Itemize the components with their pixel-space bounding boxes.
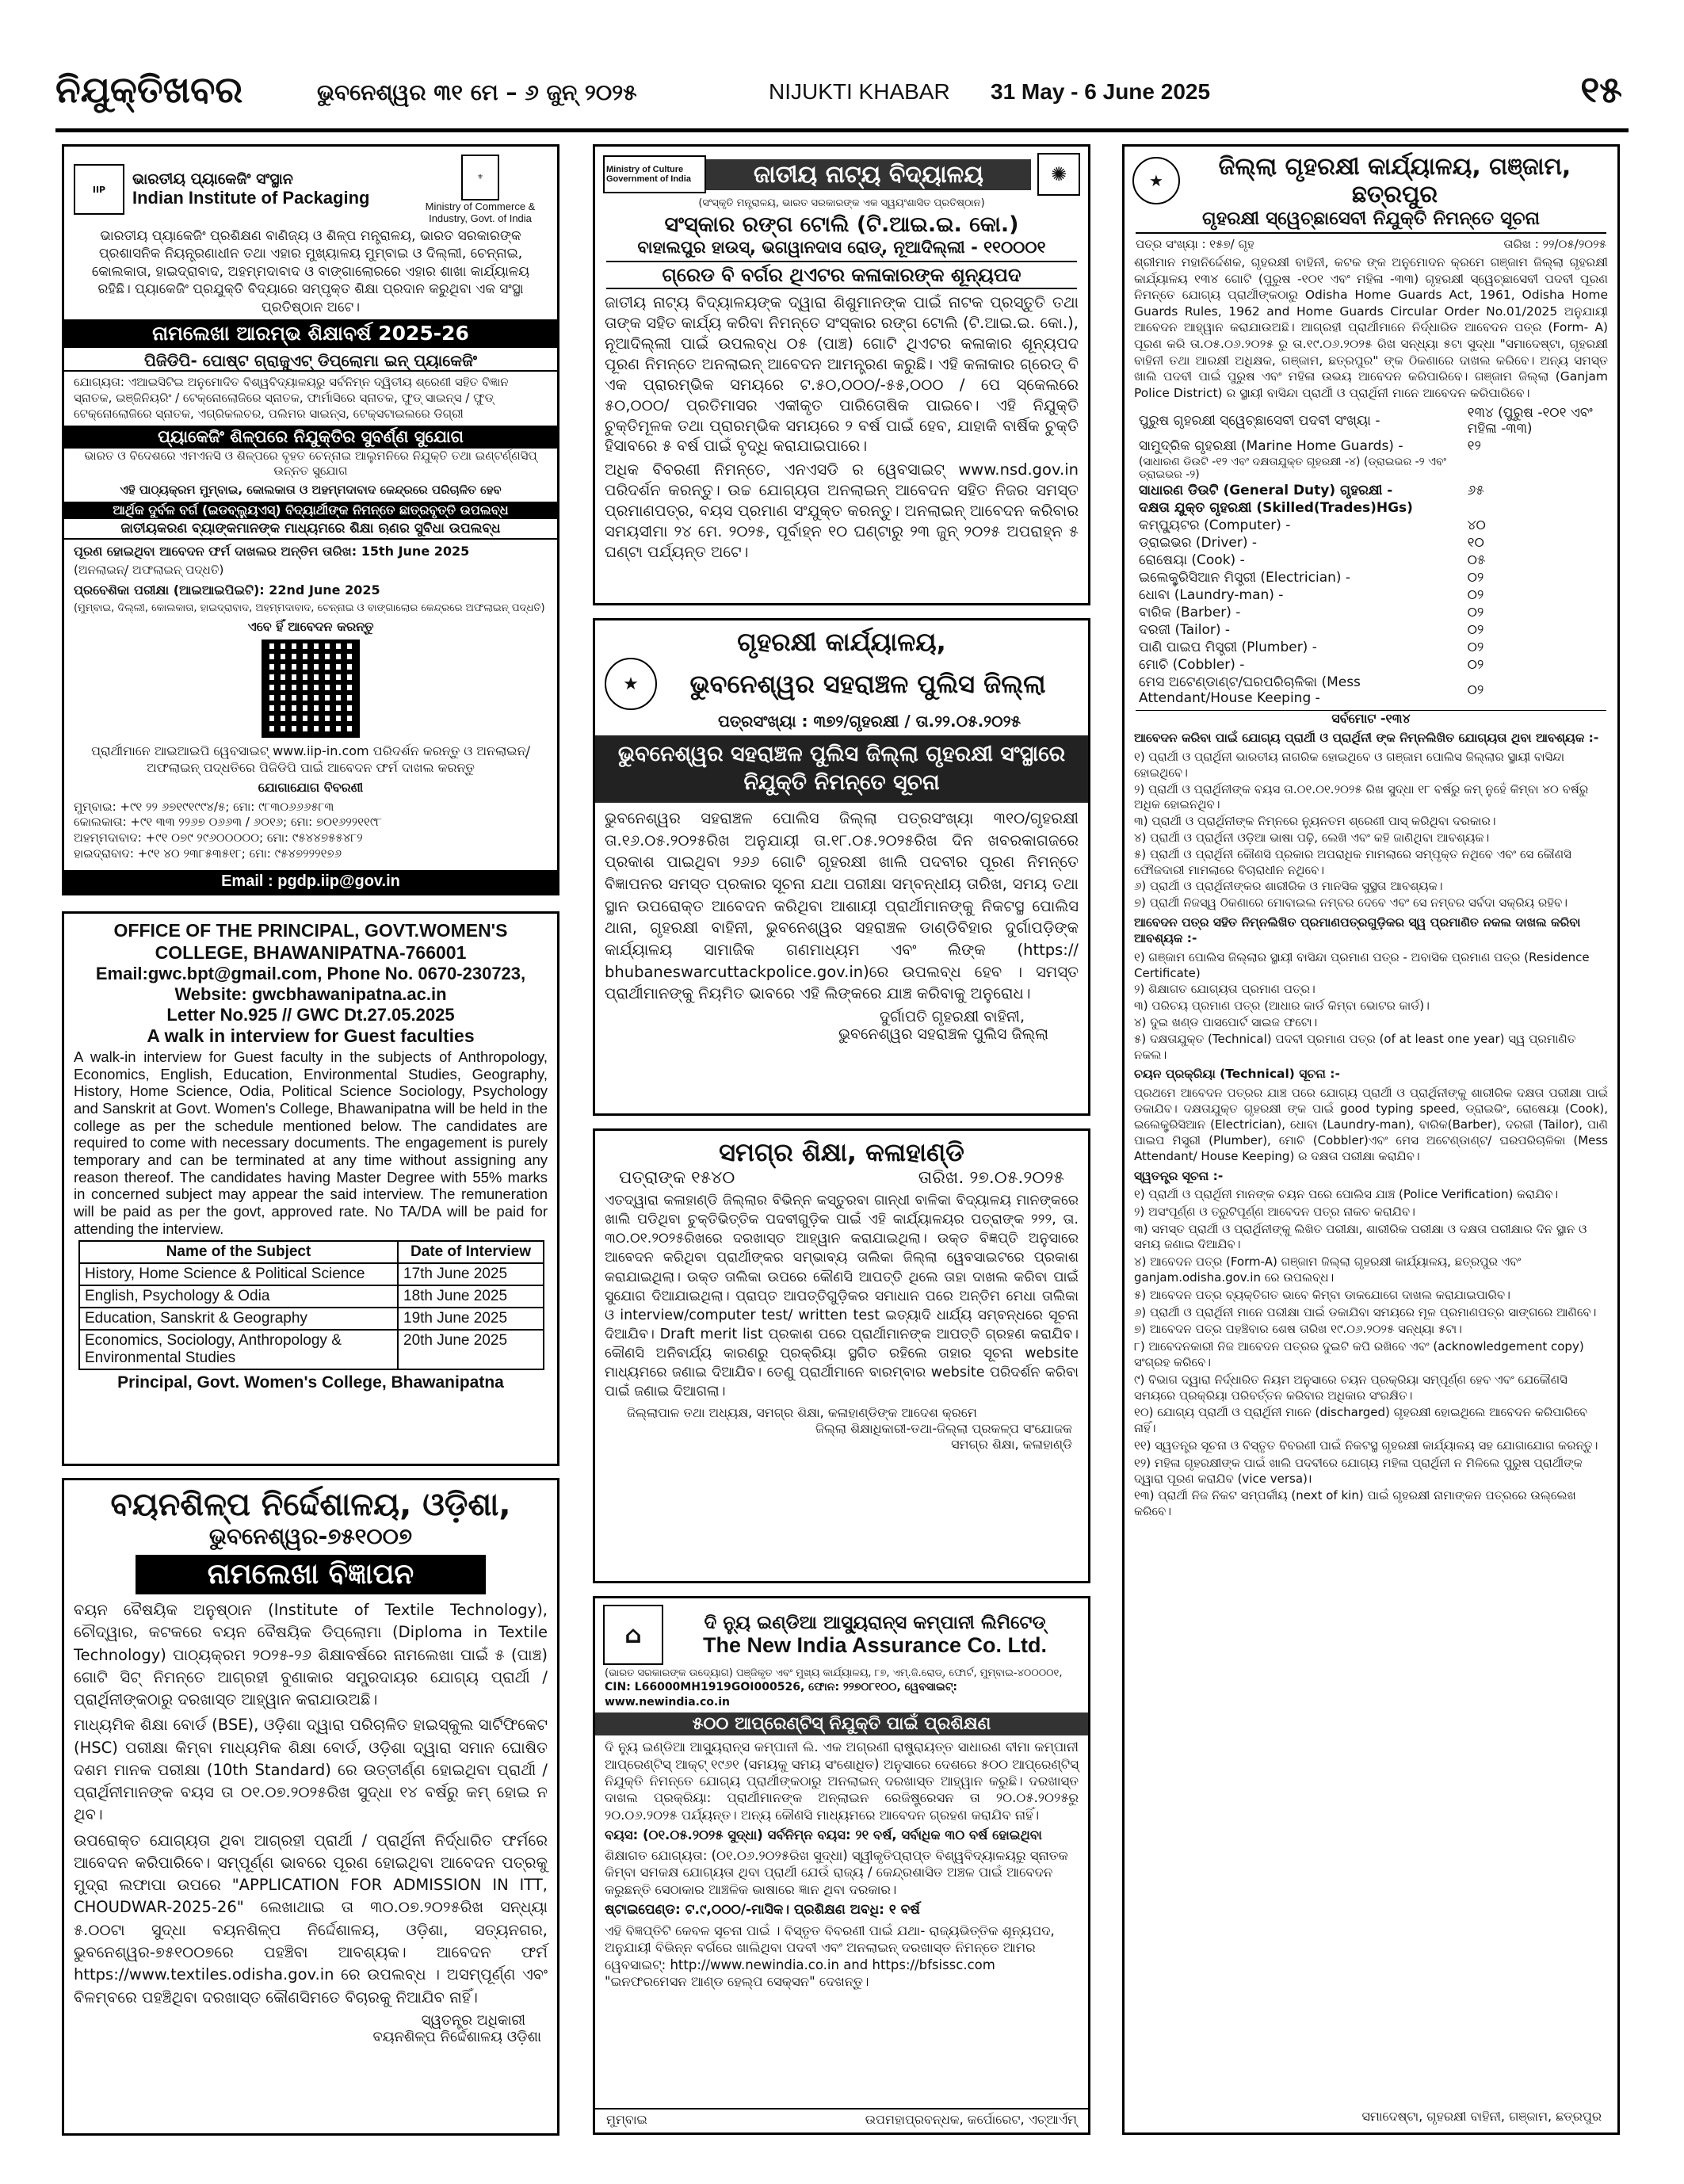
vacancy-post: ସାମୁଦ୍ରିକ ଗୃହରକ୍ଷୀ (Marine Home Guards) - — [1139, 438, 1403, 455]
nsd-subtitle: (ସଂସ୍କୃତି ମନ୍ତ୍ରାଳୟ, ଭାରତ ସରକାରଙ୍କ ଏକ ସ୍ୱୟଂଶାସିତ ପ୍ରତିଷ୍ଠାନ) — [698, 197, 985, 209]
textile-admission-advertisement — [62, 1478, 559, 2136]
ganjam-title: ଜିଲ୍ଲା ଗୃହରକ୍ଷୀ କାର୍ଯ୍ୟାଳୟ, ଗଞ୍ଜାମ, ଛତ୍ରପୁର — [1218, 153, 1571, 208]
table-cell-date: 18th June 2025 — [398, 1285, 544, 1308]
ganjam-eligibility-item: ୧) ପ୍ରାର୍ଥୀ ଓ ପ୍ରାର୍ଥିନୀ ଭାରତୀୟ ନାଗରିକ ହୋଇଥିବେ ଓ ଗଞ୍ଜାମ ପୋଲିସ ଜିଲ୍ଲାର ସ୍ଥାୟୀ ବାସିନ୍ଦା ହୋଇଥିବେ। — [1134, 749, 1565, 780]
vacancy-count: ୦୨ — [1467, 622, 1484, 639]
vacancy-count — [1464, 499, 1611, 517]
nia-title-english: The New India Assurance Co. Ltd. — [702, 1632, 1048, 1657]
ganjam-document-item: ୩) ପରିଚୟ ପ୍ରମାଣ ପତ୍ର (ଆଧାର କାର୍ଡ କିମ୍ବା ଭୋଟର କାର୍ଡ)। — [1134, 998, 1430, 1014]
ganjam-eligibility-item: ୬) ପ୍ରାର୍ଥୀ ଓ ପ୍ରାର୍ଥିନୀଙ୍କର ଶାରୀରିକ ଓ ମାନସିକ ସୁସ୍ଥତା ଆବଶ୍ୟକ। — [1134, 879, 1443, 894]
emblem-icon: ⚜ — [461, 155, 499, 200]
iip-contact-hyderabad: ହାଇଦ୍ରାବାଦ: +୯୧ ୪୦ ୨୩୮୫୩୫୧୮; ମୋ: ୯୫୪୭୨୨୨୧୭୬ — [74, 846, 342, 861]
iip-placement-banner: ପ୍ୟାକେଜିଂ ଶିଳ୍ପରେ ନିଯୁକ୍ତିର ସୁବର୍ଣ୍ଣ ସୁଯୋଗ — [64, 426, 557, 449]
vacancy-count: ୬୫ — [1467, 483, 1484, 499]
iip-org-odia: ଭାରତୀୟ ପ୍ୟାକେଜିଂ ସଂସ୍ଥାନ — [132, 170, 293, 188]
nia-stipend: ଷ୍ଟାଇପେଣ୍ଡ: ଟ.୯,୦୦୦/-ମାସିକ। ପ୍ରଶିକ୍ଷଣ ଅବଧି: ୧ ବର୍ଷ — [605, 1902, 920, 1919]
iip-mode: (ଅନଲାଇନ୍/ ଅଫଲାଇନ୍ ପଦ୍ଧତି) — [74, 563, 224, 578]
ganjam-document-item: ୪) ଦୁଇ ଖଣ୍ଡ ପାସପୋର୍ଟ ସାଇଜ ଫଟୋ। — [1134, 1015, 1318, 1029]
vacancy-row — [1136, 517, 1611, 534]
table-cell-date: 20th June 2025 — [398, 1330, 544, 1369]
vacancy-count: ୦୨ — [1467, 605, 1484, 621]
iip-ministry: Ministry of Commerce & Industry, Govt. of India — [425, 200, 536, 224]
college-title: OFFICE OF THE PRINCIPAL, GOVT.WOMEN'S COLLEGE, BHAWANIPATNA-766001 — [113, 920, 508, 963]
iip-email[interactable]: Email : pgdp.iip@gov.in — [64, 870, 557, 893]
new-india-logo-icon: ⌂ — [603, 1605, 663, 1665]
vacancy-post: ବାରିକ (Barber) - — [1139, 605, 1241, 621]
textile-sign-office: ବୟନଶିଳ୍ପ ନିର୍ଦ୍ଦେଶାଳୟ ଓଡ଼ିଶା — [372, 2028, 541, 2045]
vacancy-row — [1136, 534, 1611, 552]
nsd-logo-icon: ✺ — [1037, 153, 1080, 196]
samagra-sign-2: ଜିଲ୍ଲା ଶିକ୍ଷାଧିକାରୀ-ତଥା-ଜିଲ୍ଲା ପ୍ରକଳ୍ପ ସଂଯୋଜକ — [815, 1420, 1072, 1436]
vacancy-post: ଦରଜୀ (Tailor) - — [1139, 622, 1231, 639]
iip-scholarship-banner: ଆର୍ଥିକ ଦୁର୍ବଳ ବର୍ଗ (ଇଡବ୍ଲ୍ୟୁଏସ୍) ବିଦ୍ୟାର୍ଥୀଙ୍କ ନିମନ୍ତେ ଛାତ୍ରବୃତ୍ତି ଉପଲବ୍ଧ — [64, 502, 557, 519]
iip-note-centers: ଏହି ପାଠ୍ୟକ୍ରମ ମୁମ୍ବାଇ, କୋଲକାତା ଓ ଅହମ୍ମଦାବାଦ କେନ୍ଦ୍ରରେ ପରିଚାଳିତ ହେବ — [120, 483, 502, 498]
vacancy-count: ୪୦ — [1467, 517, 1486, 534]
college-email-phone[interactable]: Email:gwc.bpt@gmail.com, Phone No. 0670-230723, — [95, 964, 526, 984]
vacancy-count: ୦୨ — [1467, 682, 1484, 699]
ganjam-note-item: ୪) ଆବେଦନ ପତ୍ର (Form-A) ଗଞ୍ଜାମ ଜିଲ୍ଲା ଗୃହରକ୍ଷୀ କାର୍ଯ୍ୟାଳୟ, ଛତ୍ରପୁର ଏବଂ ganjam.odisha.gov.in ରେ ଉପଲବ୍ଧ। — [1134, 1254, 1522, 1285]
ganjam-note-item: ୨) ଅସଂପୂର୍ଣ୍ଣ ଓ ତ୍ରୁଟିପୂର୍ଣ୍ଣ ଆବେଦନ ପତ୍ର ନାକଚ କରାଯିବ। — [1134, 1204, 1415, 1219]
ganjam-note-item: ୭) ଆବେଦନ ପତ୍ର ପହଞ୍ଚିବାର ଶେଷ ତାରିଖ ୧୯.୦୬.୨୦୨୫ ସନ୍ଧ୍ୟା ୫ଟା। — [1134, 1322, 1462, 1337]
vacancy-count: ୧୩୪ (ପୁରୁଷ -୧୦୧ ଏବଂ ମହିଳା -୩୩) — [1467, 405, 1593, 437]
ganjam-document-item: ୨) ଶିକ୍ଷାଗତ ଯୋଗ୍ୟତା ପ୍ରମାଣ ପତ୍ର। — [1134, 982, 1316, 997]
iip-admission-banner: ନାମଲେଖା ଆରମ୍ଭ ଶିକ୍ଷାବର୍ଷ 2025-26 — [64, 319, 557, 348]
police-emblem-icon: ★ — [605, 658, 657, 710]
vacancy-count: ୦୨ — [1467, 640, 1484, 656]
table-row — [79, 1263, 544, 1285]
nsd-body: ଜାତୀୟ ନାଟ୍ୟ ବିଦ୍ୟାଳୟଙ୍କ ଦ୍ୱାରା ଶିଶୁମାନଙ୍କ ପାଇଁ ନାଟକ ପ୍ରସ୍ତୁତି ତଥା ତାଙ୍କ ସହିତ କାର୍ଯ୍ୟ କରିବା ନିମନ୍ତେ ସଂସ୍କାର ରଙ୍ଗ ଟୋଲି (ଟି.ଆଇ.ଇ. କୋ.), ନୂଆଦିଲ୍ଲୀ ପାଇଁ ଉପଲବ୍ଧ ୦୫ (ପାଞ୍ଚ) ଗୋଟି ଥିଏଟର କଳାକାର ଶୂନ୍ୟପଦ ପୂରଣ ନିମନ୍ତେ ଅନଲାଇନ୍ ଆବେଦନ ଆମନ୍ତ୍ରଣ କରୁଛି। ଏହି କଳାକାର ଗ୍ରେଡ୍ ବି ଏକ ପ୍ରାରମ୍ଭିକ ସମୟରେ ଟ.୫୦,୦୦୦/-୫୫,୦୦୦ / ପେ ସ୍କେଲରେ ୫୦,୦୦୦/ ପ୍ରତିମାସର ଏକୀକୃତ ପାରିତୋଷିକ ପାଇବେ। ଏହି ନିଯୁକ୍ତି ଚୁକ୍ତିମୂଳକ ତଥା ପ୍ରାରମ୍ଭିକ ସମୟରେ ୨ ବର୍ଷ ପାଇଁ ହେବ, ଯାହାକି ବାର୍ଷିକ ଚୁକ୍ତି ହିସାବରେ ୫ ବର୍ଷ ପାଇଁ ବୃଦ୍ଧି କରାଯାଇପାରେ। — [605, 293, 1079, 456]
iip-eligibility: ଯୋଗ୍ୟତା: ଏଆଇସିଟିଇ ଅନୁମୋଦିତ ବିଶ୍ୱବିଦ୍ୟାଳୟରୁ ସର୍ବନିମ୍ନ ଦ୍ୱିତୀୟ ଶ୍ରେଣୀ ସହିତ ବିଜ୍ଞାନ ସ୍ନାତକ, ଇଞ୍ଜିନିୟରିଂ / ଟେକ୍ନୋଲୋଜିରେ ସ୍ନାତକ, ଫାର୍ମାସିରେ ସ୍ନାତକ, ଫୁଡ୍ ସାଇନ୍ସ / ଫୁଡ୍ ଟେକ୍ନୋଲୋଜିରେ ସ୍ନାତକ, ଏଗ୍ରିକଲଚର, ପଲିମର ସାଇନ୍ସ, ଟେକ୍ସଟାଇଲରେ ଡିଗ୍ରୀ — [74, 375, 509, 421]
vacancy-post: ମେସ ଅଟେଣ୍ଡାଣ୍ଟ/ଘରପରିଚାଳିକା (Mess Attendant/House Keeping - — [1139, 674, 1361, 707]
vacancy-row — [1136, 437, 1611, 455]
homeguard-emblem-icon: ★ — [1132, 157, 1180, 204]
nia-qualification: ଶିକ୍ଷାଗତ ଯୋଗ୍ୟତା: (୦୧.୦୬.୨୦୨୫ରିଖ ସୁଦ୍ଧା) ସ୍ୱୀକୃତିପ୍ରାପ୍ତ ବିଶ୍ୱବିଦ୍ୟାଳୟରୁ ସ୍ନାତକ କିମ୍ବା ସମକକ୍ଷ ଯୋଗ୍ୟତା ଥିବା ପ୍ରାର୍ଥୀ ଯେଉଁ ରାଜ୍ୟ / କେନ୍ଦ୍ରଶାସିତ ଅଞ୍ଚଳ ପାଇଁ ଆବେଦନ କରୁଛନ୍ତି ସେଠାକାର ଆଞ୍ଚଳିକ ଭାଷାରେ ଜ୍ଞାନ ଥିବା ଦରକାର। — [605, 1848, 1068, 1897]
iip-website-note: ପ୍ରାର୍ଥୀମାନେ ଆଇଆଇପି ୱେବସାଇଟ୍ www.iip-in.com ପରିଦର୍ଶନ କରନ୍ତୁ ଓ ଅନଲାଇନ୍/ ଅଫଲାଇନ୍ ପଦ୍ଧତିରେ ପିଜିଡିପି ପାଇଁ ଆବେଦନ ଫର୍ମ ଦାଖଲ କରନ୍ତୁ — [90, 743, 531, 776]
vacancy-count: ୧୦ — [1467, 535, 1484, 552]
ganjam-note-item: ୧୧) ସ୍ୱତନ୍ତ୍ର ସୂଚନା ଓ ବିସ୍ତୃତ ବିବରଣୀ ପାଇଁ ନିକଟସ୍ଥ ଗୃହରକ୍ଷୀ କାର୍ଯ୍ୟାଳୟ ସହ ଯୋଗାଯୋଗ କରନ୍ତୁ। — [1134, 1438, 1598, 1453]
ganjam-document-item: ୫) ଦକ୍ଷତାଯୁକ୍ତ (Technical) ପଦବୀ ପ୍ରମାଣ ପତ୍ର (of at least one year) ସ୍ୱ ପ୍ରମାଣିତ ନକଲ। — [1134, 1031, 1576, 1062]
ganjam-note-item: ୬) ପ୍ରାର୍ଥୀ ଓ ପ୍ରାର୍ଥିନୀ ମାନେ ପରୀକ୍ଷା ପାଇଁ ଡକାଯିବା ସମୟରେ ମୂଳ ପ୍ରମାଣପତ୍ର ସାଙ୍ଗରେ ଆଣିବେ। — [1134, 1304, 1597, 1319]
masthead — [55, 65, 1629, 132]
textile-para-3: ଉପରୋକ୍ତ ଯୋଗ୍ୟତା ଥିବା ଆଗ୍ରହୀ ପ୍ରାର୍ଥୀ / ପ୍ରାର୍ଥିନୀ ନିର୍ଦ୍ଧାରିତ ଫର୍ମରେ ଆବେଦନ କରିପାରିବେ। ସମ୍ପୂର୍ଣ୍ଣ ଭାବରେ ପୂରଣ ହୋଇଥିବା ଆବେଦନ ପତ୍ରକୁ ମୁଦ୍ରା ଲଫାପା ଉପରେ "APPLICATION FOR ADMISSION IN ITT, CHOUDWAR-2025-26" ଲେଖାଥାଇ ତା ୩୦.୦୭.୨୦୨୫ରିଖ ସନ୍ଧ୍ୟା ୫.୦୦ଟା ସୁଦ୍ଧା ବୟନଶିଳ୍ପ ନିର୍ଦ୍ଦେଶାଳୟ, ଓଡ଼ିଶା, ସତ୍ୟନଗର, ଭୁବନେଶ୍ୱର-୭୫୧୦୦୭ରେ ପହଞ୍ଚିବା ଆବଶ୍ୟକ। ଆବେଦନ ଫର୍ମ https://www.textiles.odisha.gov.in ରେ ଉପଲବ୍ଧ । ଅସମ୍ପୂର୍ଣ୍ଣ ଏବଂ ବିଳମ୍ବରେ ପହଞ୍ଚିଥିବା ଦରଖାସ୍ତ କୌଣସିମତେ ବିଚାରକୁ ନିଆଯିବ ନାହିଁ। — [74, 1831, 548, 2006]
ganjam-homeguard-advertisement — [1122, 144, 1620, 2135]
samagra-sign-3: ସମଗ୍ର ଶିକ୍ଷା, କଳାହାଣ୍ଡି — [951, 1436, 1072, 1452]
table-header-row — [79, 1241, 544, 1263]
iip-last-date: ପୂରଣ ହୋଇଥିବା ଆବେଦନ ଫର୍ମ ଦାଖଲର ଅନ୍ତିମ ତାରିଖ: 15th June 2025 — [74, 543, 470, 559]
table-cell-date: 19th June 2025 — [398, 1308, 544, 1330]
qr-code-icon[interactable] — [262, 640, 360, 738]
nia-footer-place: ମୁମ୍ବାଇ — [606, 2112, 647, 2127]
table-cell-subject: History, Home Science & Political Science — [79, 1263, 398, 1285]
iip-contact-kolkata: କୋଲକାତା: +୯୧ ୩୩ ୨୨୬୭ ୦୬୬୩ / ୬୦୧୬; ମୋ: ୭୦୧୬୨୨୧୧୯୮ — [74, 815, 383, 830]
table-row — [79, 1285, 544, 1308]
samagra-ref-date: ତାରିଖ. ୨୭.୦୫.୨୦୨୫ — [918, 1168, 1064, 1188]
vacancy-row — [1136, 569, 1611, 586]
textile-sign-officer: ସ୍ୱତନ୍ତ୍ର ଅଧିକାରୀ — [421, 2011, 525, 2029]
vacancy-count: ୦୫ — [1467, 552, 1486, 569]
college-headline: A walk in interview for Guest faculties — [147, 1025, 475, 1047]
nia-title-odia: ଦି ନ୍ୟୁ ଇଣ୍ଡିଆ ଆସ୍ୟୁରାନ୍ସ କମ୍ପାନୀ ଲିମିଟେଡ୍ — [704, 1612, 1046, 1633]
vacancy-count: ୦୨ — [1467, 587, 1484, 604]
iip-note-mnc: ଭାରତ ଓ ବିଦେଶରେ ଏମଏନସି ଓ ଶିଳ୍ପରେ ବୃହତ ଚେନ୍ନାଇ ଆଲୁମନିରେ ନିଯୁକ୍ତି ତଥା ଇଣ୍ଟର୍ଣ୍ଣସିପ୍ ଉନ୍ନତ ସୁଯୋଗ — [84, 448, 537, 479]
ganjam-note-item: ୮) ଆବେଦନକାରୀ ନିଜ ଆବେଦନ ପତ୍ରର ଦୁଇଟି କପି ରଖିବେ ଏବଂ (acknowledgement copy) ସଂଗ୍ରହ କରିବେ। — [1134, 1339, 1584, 1369]
vacancy-count: ୦୨ — [1467, 657, 1484, 674]
ganjam-signature: ସମାଦେଷ୍ଟା, ଗୃହରକ୍ଷୀ ବାହିନୀ, ଗଞ୍ଜାମ, ଛତ୍ରପୁର — [1361, 2109, 1602, 2124]
homeguard-bbsr-title-2: ଭୁବନେଶ୍ୱର ସହରାଞ୍ଚଳ ପୁଲିସ ଜିଲ୍ଲା — [689, 668, 1046, 699]
ganjam-selection-process: ପ୍ରଥମେ ଆବେଦନ ପତ୍ରର ଯାଞ୍ଚ ପରେ ଯୋଗ୍ୟ ପ୍ରାର୍ଥୀ ଓ ପ୍ରାର୍ଥିନୀଙ୍କୁ ଶାରୀରିକ ଦକ୍ଷତା ପରୀକ୍ଷା ପାଇଁ ଡକାଯିବ। ଦକ୍ଷତାଯୁକ୍ତ ଗୃହରକ୍ଷୀ ଙ୍କ ପାଇଁ good typing speed, ଡ୍ରାଇଭିଂ, ରୋଷେୟା (Cook), ଇଲେକ୍ଟ୍ରିସିଆନ (Electrician), ଧୋବା (Laundry-man), ବାରିକ(Barber), ଦରଜୀ (Tailor), ପାଣି ପାଇପ ମିସ୍ତ୍ରୀ (Plumber), ମୋଚି (Cobbler)ଏବଂ ମେସ ଅଟେଣ୍ଡାଣ୍ଟ/ ଘରପରିଚାଳିକା (Mess Attendant/ House Keeping) ର ଦକ୍ଷତା ପରୀକ୍ଷା କରାଯିବ। — [1134, 1085, 1608, 1163]
ganjam-ref-date: ତାରିଖ : ୨୨/୦୫/୨୦୨୫ — [1503, 237, 1606, 251]
vacancy-post: (ସାଧାରଣ ଡିଉଟି -୧୨ ଏବଂ ଦକ୍ଷତାଯୁକ୍ତ ଗୃହରକ୍ଷୀ -୪) (ଡ୍ରାଇଭର -୨ ଏବଂ ଡ୍ରାଇଭର -୨) — [1139, 456, 1447, 482]
nsd-address: ବାହାଲପୁର ହାଉସ୍, ଭଗୱାନଦାସ ରୋଡ୍, ନୂଆଦିଲ୍ଲୀ - ୧୧୦୦୦୧ — [637, 238, 1046, 257]
textile-para-2: ମାଧ୍ୟମିକ ଶିକ୍ଷା ବୋର୍ଡ (BSE), ଓଡ଼ିଶା ଦ୍ୱାରା ପରିଚାଳିତ ହାଇସ୍କୁଲ ସାର୍ଟିଫିକେଟ (HSC) ପରୀକ୍ଷା କିମ୍ବା ମାଧ୍ୟମିକ ଶିକ୍ଷା ବୋର୍ଡ, ଓଡ଼ିଶା ଦ୍ୱାରା ସମାନ ଘୋଷିତ ଦଶମ ମାନକ ପରୀକ୍ଷା (10th Standard) ରେ ଉତ୍ତୀର୍ଣ୍ଣ ହୋଇଥିବା ପ୍ରାର୍ଥୀ / ପ୍ରାର୍ଥିନୀମାନଙ୍କ ବୟସ ତା ୦୧.୦୭.୨୦୨୫ରିଖ ସୁଦ୍ଧା ୧୪ ବର୍ଷରୁ କମ୍ ହୋଇ ନ ଥିବ। — [74, 1716, 548, 1824]
vacancy-row — [1136, 621, 1611, 639]
textile-title: ବୟନଶିଳ୍ପ ନିର୍ଦ୍ଦେଶାଳୟ, ଓଡ଼ିଶା, — [110, 1487, 511, 1523]
vacancy-row — [1136, 404, 1611, 437]
samagra-sign-1: ଜିଲ୍ଲାପାଳ ତଥା ଅଧ୍ୟକ୍ଷ, ସମଗ୍ର ଶିକ୍ଷା, କଳାହାଣ୍ଡିଙ୍କ ଆଦେଶ କ୍ରମେ — [627, 1404, 977, 1420]
new-india-assurance-advertisement — [593, 1596, 1090, 2135]
vacancy-row — [1136, 639, 1611, 656]
nia-body: ଦି ନ୍ୟୁ ଇଣ୍ଡିଆ ଆସ୍ୟୁରାନ୍ସ କମ୍ପାନୀ ଲି. ଏକ ଅଗ୍ରଣୀ ରାଷ୍ଟ୍ରାୟତ୍ତ ସାଧାରଣ ବୀମା କମ୍ପାନୀ ଆପ୍ରେଣ୍ଟିସ୍ ଆକ୍ଟ୍ ୧୯୬୧ (ସମୟକୁ ସମୟ ସଂଶୋଧିତ) ଅନୁସାରେ ଦେଶରେ ୫୦୦ ଆପ୍ରେଣ୍ଟିସ୍ ନିଯୁକ୍ତି ନିମନ୍ତେ ଯୋଗ୍ୟ ପ୍ରାର୍ଥୀଙ୍କଠାରୁ ଅନଲାଇନ୍ ଦରଖାସ୍ତ ଆହ୍ୱାନ କରୁଛି। ଦରଖାସ୍ତ ଦାଖଲ ପ୍ରକ୍ରିୟା: ପ୍ରାର୍ଥୀମାନଙ୍କ ଅନ୍ଲାଇନ ରେଜିଷ୍ଟ୍ରେସନ ତା ୨୦.୦୫.୨୦୨୫ରୁ ୨୦.୦୬.୨୦୨୫ ପର୍ଯ୍ୟନ୍ତ। ଅନ୍ୟ କୌଣସି ମାଧ୍ୟମରେ ଆବେଦନ ଗ୍ରହଣ କରାଯିବ ନାହିଁ। — [605, 1739, 1079, 1823]
ganjam-note-item: ୧୦) ଯୋଗ୍ୟ ପ୍ରାର୍ଥୀ ଓ ପ୍ରାର୍ଥିନୀ ମାନେ (discharged) ଗୃହରକ୍ଷୀ ହୋଇଥିଲେ ଆବେଦନ କରିପାରିବେ ନାହିଁ। — [1134, 1405, 1588, 1436]
vacancy-count — [1464, 455, 1611, 482]
interview-schedule-table — [78, 1240, 544, 1370]
ganjam-section2-title: ଆବେଦନ ପତ୍ର ସହିତ ନିମ୍ନଲିଖିତ ପ୍ରମାଣପତ୍ରଗୁଡ଼ିକର ସ୍ୱ ପ୍ରମାଣିତ ନକଲ ଦାଖଲ କରିବା ଆବଶ୍ୟକ :- — [1134, 914, 1581, 946]
table-cell-subject: Education, Sanskrit & Geography — [79, 1308, 398, 1330]
ganjam-eligibility-item: ୨) ପ୍ରାର୍ଥୀ ଓ ପ୍ରାର୍ଥିନୀଙ୍କ ବୟସ ତା.୦୧.୦୧.୨୦୨୫ ରିଖ ସୁଦ୍ଧା ୧୮ ବର୍ଷରୁ କମ୍ ନୁହେଁ କିମ୍ବା ୪୦ ବର୍ଷରୁ ଅଧିକ ହୋଇନଥିବ। — [1134, 781, 1589, 812]
ganjam-eligibility-item: ୫) ପ୍ରାର୍ଥୀ ଓ ପ୍ରାର୍ଥିନୀ କୌଣସି ପ୍ରକାର ଅପରାଧିକ ମାମଲାରେ ସମ୍ପୃକ୍ତ ନଥିବେ ଏବଂ ସେ କୌଣସି ଫୌଜଦାରୀ ମାମଲାରେ ବିଚାରାଧୀନ ନଥିବେ। — [1134, 846, 1571, 877]
table-cell-date: 17th June 2025 — [398, 1263, 544, 1285]
nsd-company: ସଂସ୍କାର ରଙ୍ଗ ଟୋଲି (ଟି.ଆଇ.ଇ. କୋ.) — [664, 212, 1019, 237]
table-row — [79, 1330, 544, 1369]
ganjam-section1-title: ଆବେଦନ କରିବା ପାଇଁ ଯୋଗ୍ୟ ପ୍ରାର୍ଥୀ ଓ ପ୍ରାର୍ଥିନୀ ଙ୍କ ନିମ୍ନଲିଖିତ ଯୋଗ୍ୟତା ଥିବା ଆବଶ୍ୟକ :- — [1134, 731, 1599, 746]
nsd-body-2: ଅଧିକ ବିବରଣୀ ନିମନ୍ତେ, ଏନଏସଡି ର ୱେବସାଇଟ୍ www.nsd.gov.in ପରିଦର୍ଶନ କରନ୍ତୁ। ଉଚ୍ଚ ଯୋଗ୍ୟତା ଅନଲାଇନ୍ ଆବେଦନ ସହିତ ନିଜର ସମସ୍ତ ପ୍ରମାଣପତ୍ର, ବୟସ ପ୍ରମାଣ ସଂଯୁକ୍ତ କରନ୍ତୁ। ଅନଲାଇନ୍ ଆବେଦନ କରିବାର ସମୟସୀମା ୨୪ ମେ. ୨୦୨୫, ପୂର୍ବାହ୍ନ ୧୦ ଘଣ୍ଟାରୁ ୨୩ ଜୁନ୍ ୨୦୨୫ ଅପରାହ୍ନ ୫ ଘଣ୍ଟା ପର୍ଯ୍ୟନ୍ତ ଅଟେ। — [605, 460, 1079, 562]
ganjam-intro: ଶ୍ରୀମାନ ମହାନିର୍ଦ୍ଦେଶକ, ଗୃହରକ୍ଷୀ ବାହିନୀ, କଟକ ଙ୍କ ଅନୁମୋଦନ କ୍ରମେ ଗଞ୍ଜାମ ଜିଲ୍ଲା ଗୃହରକ୍ଷୀ କାର୍ଯ୍ୟାଳୟ ୧୩୪ ଗୋଟି (ପୁରୁଷ -୧୦୧ ଏବଂ ମହିଳା -୩୩) ଗୃହରକ୍ଷୀ ସ୍ୱେଚ୍ଛାସେବୀ ପଦବୀ ପୂରଣ ନିମନ୍ତେ ଯୋଗ୍ୟ ପ୍ରାର୍ଥୀଙ୍କଠାରୁ Odisha Home Guards Act, 1961, Odisha Home Guards Rules, 1962 and Home Guards Circular Order No.01/2025 ଅନୁଯାୟୀ ଆବେଦନ ଆହ୍ୱାନ କରାଯାଉଅଛି। ଆଗ୍ରହୀ ପ୍ରାର୍ଥୀମାନେ ନିର୍ଦ୍ଧାରିତ ଆବେଦନ ପତ୍ର (Form- A) ପୂରଣ କରି ତା.୦୫.୦୬.୨୦୨୫ ରୁ ତା.୧୯.୦୬.୨୦୨୫ ରିଖ ସନ୍ଧ୍ୟା ୫ଟା ସୁଦ୍ଧା "ସମାଦେଷ୍ଟା, ଗୃହରକ୍ଷୀ ବାହିନୀ ତଥା ଆରକ୍ଷୀ ଅଧିକ୍ଷକ, ଗଞ୍ଜାମ, ଛତ୍ରପୁର" ଙ୍କ ଠିକଣାରେ ଦାଖଲ କରିବେ। ଅନ୍ୟ ସମସ୍ତ ଖାଲି ପଦବୀ ପାଇଁ ପୁରୁଷ ଏବଂ ମହିଳା ଉଭୟ ଆବେଦନ କରିପାରିବେ। ଗଞ୍ଜାମ ଜିଲ୍ଲା (Ganjam Police District) ର ସ୍ଥାୟୀ ବାସିନ୍ଦା ପ୍ରାର୍ଥୀ ଓ ପ୍ରାର୍ଥିନୀ ମାନେ ଆବେଦନ କରିପାରିବେ। — [1134, 255, 1608, 400]
table-cell-subject: English, Psychology & Odia — [79, 1285, 398, 1308]
college-letter-no: Letter No.925 // GWC Dt.27.05.2025 — [166, 1005, 455, 1025]
table-header-date: Date of Interview — [398, 1241, 544, 1263]
iip-contact-mumbai: ମୁମ୍ବାଇ: +୯୧ ୨୨ ୬୭୧୯୧୯୯୪/୫; ମୋ: ୯୮୩୦୬୬୬୫୮୩ — [74, 799, 334, 814]
ganjam-subtitle: ଗୃହରକ୍ଷୀ ସ୍ୱେଚ୍ଛାସେବୀ ନିଯୁକ୍ତି ନିମନ୍ତେ ସୂଚନା — [1136, 208, 1606, 234]
vacancy-row — [1136, 604, 1611, 621]
homeguard-bbsr-sign-1: ଦୁର୍ଗାପତି ଗୃହରକ୍ଷୀ ବାହିନୀ, — [879, 1008, 1025, 1026]
vacancy-post: ଦକ୍ଷତା ଯୁକ୍ତ ଗୃହରକ୍ଷୀ (Skilled(Trades)HGs) — [1139, 500, 1413, 517]
college-walkin-advertisement — [62, 911, 559, 1466]
college-website[interactable]: Website: gwcbhawanipatna.ac.in — [174, 984, 447, 1005]
vacancy-post: ପୁରୁଷ ଗୃହରକ୍ଷୀ ସ୍ୱେଚ୍ଛାସେବୀ ପଦବୀ ସଂଖ୍ୟା - — [1139, 413, 1380, 430]
iip-contact-title: ଯୋଗାଯୋଗ ବିବରଣୀ — [258, 780, 364, 796]
homeguard-bbsr-title-1: ଗୃହରକ୍ଷୀ କାର୍ଯ୍ୟାଳୟ, — [737, 627, 946, 657]
nsd-title: ଜାତୀୟ ନାଟ୍ୟ ବିଦ୍ୟାଳୟ — [706, 159, 1031, 190]
ganjam-note-item: ୯) ବିଭାଗ ଦ୍ୱାରା ନିର୍ଦ୍ଧାରିତ ନିୟମ ଅନୁସାରେ ଚୟନ ପ୍ରକ୍ରିୟା ସମ୍ପୂର୍ଣ୍ଣ ହେବ ଏବଂ ଯେକୌଣସି ସମୟରେ ପ୍ରକ୍ରିୟା ପରିବର୍ତ୍ତନ କରିବାର ଅଧିକାର ସଂରକ୍ଷିତ। — [1134, 1372, 1568, 1403]
table-row — [79, 1308, 544, 1330]
ganjam-total: ସର୍ବମୋଟ -୧୩୪ — [1136, 710, 1606, 727]
vacancy-post: କମ୍ପ୍ୟୁଟର (Computer) - — [1139, 517, 1291, 534]
ganjam-eligibility-item: ୩) ପ୍ରାର୍ଥୀ ଓ ପ୍ରାର୍ଥିନୀଙ୍କ ନିମ୍ନରେ ନ୍ୟୁନତମ ଶ୍ରେଣୀ ପାସ୍ କରିଥିବା ଦରକାର। — [1134, 814, 1496, 829]
iip-exam-date: ପ୍ରବେଶିକା ପରୀକ୍ଷା (ଆଇଆଇପିଇଟି): 22nd June 2025 — [74, 582, 380, 598]
vacancy-row — [1136, 455, 1611, 482]
homeguard-bbsr-banner: ଭୁବନେଶ୍ୱର ସହରାଞ୍ଚଳ ପୁଲିସ ଜିଲ୍ଲା ଗୃହରକ୍ଷୀ ସଂସ୍ଥାରେ ନିଯୁକ୍ତି ନିମନ୍ତେ ସୂଚନା — [595, 735, 1088, 803]
vacancy-count: ୧୨ — [1467, 438, 1481, 455]
vacancy-row — [1136, 499, 1611, 517]
textile-banner: ନାମଲେଖା ବିଜ୍ଞାପନ — [136, 1555, 486, 1594]
nia-cin: CIN: L66000MH1919GOI000526, ଫୋନ: ୨୨୭୦୮୧୦୦, ୱେବସାଇଟ୍: www.newindia.co.in — [605, 1681, 958, 1709]
nsd-advertisement — [593, 144, 1090, 605]
iip-apply-now: ଏବେ ହିଁ ଆବେଦନ କରନ୍ତୁ — [247, 619, 374, 635]
ganjam-document-item: ୧) ଗଞ୍ଜାମ ପୋଲିସ ଜିଲ୍ଲାର ସ୍ଥାୟୀ ବାସିନ୍ଦା ପ୍ରମାଣ ପତ୍ର - ଅବାସିକ ପ୍ରମାଣ ପତ୍ର (Residence Certificate) — [1134, 949, 1590, 980]
vacancy-row — [1136, 674, 1611, 707]
college-body: A walk-in interview for Guest faculty in the subjects of Anthropology, Economics, English, Education, Environmental Studies, Geography, History, Home Science, Odia, Political Science Sociology, Psychology and Sanskrit at Govt. Women's College, Bhawanipatna will be held in the college as per the schedule mentioned below. The candidates are required to come with necessary documents. The engagement is purely temporary and can be terminated at any time without assigning any reason thereof. The candidates having Master Degree with 55% marks in concerned subject may appear the said interview. The remuneration will be paid as per the govt, approved rate. No TA/DA will be paid for attending the interview. — [74, 1048, 548, 1237]
vacancy-post: ଇଲେକ୍ଟ୍ରିସିଆନ ମିସ୍ତ୍ରୀ (Electrician) - — [1139, 570, 1351, 586]
textile-para-1: ବୟନ ବୈଷୟିକ ଅନୁଷ୍ଠାନ (Institute of Textile Technology), ଚୌଦ୍ୱାର, କଟକରେ ବୟନ ବୈଷୟିକ ଡିପ୍ଲୋମା (Diploma in Textile Technology) ପାଠ୍ୟକ୍ରମ ୨୦୨୫-୨୬ ଶିକ୍ଷାବର୍ଷରେ ନାମଲେଖା ପାଇଁ ୫ (ପାଞ୍ଚ) ଗୋଟି ସିଟ୍ ନିମନ୍ତେ ଆଗ୍ରହୀ ବୁଣାକାର ସମ୍ପ୍ରଦାୟର ଯୋଗ୍ୟ ପ୍ରାର୍ଥୀ / ପ୍ରାର୍ଥିନୀଙ୍କଠାରୁ ଦରଖାସ୍ତ ଆହ୍ୱାନ କରାଯାଉଅଛି। — [74, 1601, 548, 1709]
ganjam-section3-title: ଚୟନ ପ୍ରକ୍ରିୟା (Technical) ସୂଚନା :- — [1134, 1067, 1340, 1082]
vacancy-row — [1136, 482, 1611, 499]
ganjam-ref-no: ପତ୍ର ସଂଖ୍ୟା : ୧୫୭/ ଗୃହ — [1136, 237, 1254, 251]
issue-date-english: 31 May - 6 June 2025 — [991, 79, 1211, 104]
ganjam-note-item: ୧) ପ୍ରାର୍ଥୀ ଓ ପ୍ରାର୍ଥିନୀ ମାନଙ୍କ ଚୟନ ପରେ ପୋଲିସ ଯାଞ୍ଚ (Police Verification) କରାଯିବ। — [1134, 1186, 1559, 1201]
ganjam-note-item: ୫) ଆବେଦନ ପତ୍ର ବ୍ୟକ୍ତିଗତ ଭାବେ କିମ୍ବା ଡାକଯୋଗେ ଦାଖଲ କରାଯାଇପାରିବ। — [1134, 1287, 1510, 1302]
vacancy-post: ଡ୍ରାଇଭର (Driver) - — [1139, 535, 1258, 552]
iip-exam-centers: (ମୁମ୍ବାଇ, ଦିଲ୍ଲୀ, କୋଲକାତା, ହାଇଦ୍ରାବାଦ, ଅହମ୍ମଦାବାଦ, ଚେନ୍ନାଇ ଓ ବାଙ୍ଗାଲୋର କେନ୍ଦ୍ରରେ ଅଫଲାଇନ୍ ପଦ୍ଧତି) — [74, 601, 545, 614]
ganjam-vacancy-table — [1136, 404, 1611, 707]
iip-org-english: Indian Institute of Packaging — [132, 188, 370, 208]
iip-logo-icon: IIP — [74, 164, 124, 215]
ganjam-eligibility-item: ୪) ପ୍ରାର୍ଥୀ ଓ ପ୍ରାର୍ଥିନୀ ଓଡ଼ିଆ ଭାଷା ପଢ଼ି, ଲେଖି ଏବଂ କହି ଜାଣିଥିବା ଆବଶ୍ୟକ। — [1134, 830, 1490, 845]
vacancy-row — [1136, 586, 1611, 604]
vacancy-post: ସାଧାରଣ ଡିଉଟି (General Duty) ଗୃହରକ୍ଷୀ - — [1139, 483, 1393, 499]
nia-banner: ୫୦୦ ଆପ୍ରେଣ୍ଟିସ୍ ନିଯୁକ୍ତି ପାଇଁ ପ୍ରଶିକ୍ଷଣ — [595, 1712, 1088, 1735]
iip-loan-banner: ଜାତୀୟକରଣ ବ୍ୟାଙ୍କମାନଙ୍କ ମାଧ୍ୟମରେ ଶିକ୍ଷା ଋଣର ସୁବିଧା ଉପଲବ୍ଧ — [64, 519, 557, 540]
vacancy-post: ପାଣି ପାଇପ ମିସ୍ତ୍ରୀ (Plumber) - — [1139, 640, 1317, 656]
page-number: ୧୫ — [1580, 68, 1622, 111]
vacancy-post: ରୋଷେୟା (Cook) - — [1139, 552, 1245, 569]
samagra-body: ଏତଦ୍ୱାରା କଳାହାଣ୍ଡି ଜିଲ୍ଲାର ବିଭିନ୍ନ କସ୍ତୁରବା ଗାନ୍ଧୀ ବାଳିକା ବିଦ୍ୟାଳୟ ମାନଙ୍କରେ ଖାଲି ପଡିଥିବା ଚୁକ୍ତିଭିତ୍ତିକ ପଦବୀଗୁଡ଼ିକ ପାଇଁ ଏହି କାର୍ଯ୍ୟାଳୟର ପତ୍ରାଙ୍କ ୨୨୨, ତା. ୩୦.୦୧.୨୦୨୫ରିଖରେ ଦରଖାସ୍ତ ଆହ୍ୱାନ କରାଯାଇଥିଲା। ଉକ୍ତ ବିଜ୍ଞପ୍ତି ଅନୁସାରେ ଆବେଦନ କରିଥିବା ପ୍ରାର୍ଥୀଙ୍କର ସମ୍ଭାବ୍ୟ ତାଲିକା ଜିଲ୍ଲା ୱେବସାଇଟରେ ପ୍ରକାଶ କରାଯାଇଥିଲା। ଉକ୍ତ ତାଲିକା ଉପରେ କୌଣସି ଆପତ୍ତି ଥିଲେ ତାହା ଦାଖଲ କରିବା ପାଇଁ ସୁଯୋଗ ଦିଆଯାଇଥିଲା। ପ୍ରାପ୍ତ ଆପତ୍ତିଗୁଡ଼ିକର ସମାଧାନ ପରେ ଅନ୍ତିମ ମେଧା ତାଲିକା ଓ interview/computer test/ written test ଇତ୍ୟାଦି ଧାର୍ଯ୍ୟ ସମ୍ବନ୍ଧରେ ସୂଚନା ଦିଆଯିବ। Draft merit list ପ୍ରକାଶ ପରେ ପ୍ରାର୍ଥୀମାନଙ୍କ ଆପତ୍ତି ଗ୍ରହଣ କରାଯିବ। କୌଣସି ଅନିବାର୍ଯ୍ୟ କାରଣରୁ ପ୍ରକ୍ରିୟା ସ୍ଥଗିତ ରହିଲେ ତାହାର ସୂଚନା website ମାଧ୍ୟମରେ ଜଣାଇ ଦିଆଯିବ। ତେଣୁ ପ୍ରାର୍ଥୀମାନେ ବାରମ୍ବାର website ପରିଦର୍ଶନ କରିବା ପାଇଁ ଜଣାଇ ଦିଆଗଲା। — [605, 1193, 1079, 1400]
nia-footer-sign: ଉପମହାପ୍ରବନ୍ଧକ, କର୍ପୋରେଟ, ଏଚ୍ଆର୍ଏମ୍ — [865, 2112, 1077, 2127]
iip-intro: ଭାରତୀୟ ପ୍ୟାକେଜିଂ ପ୍ରଶିକ୍ଷଣ ବାଣିଜ୍ୟ ଓ ଶିଳ୍ପ ମନ୍ତ୍ରାଳୟ, ଭାରତ ସରକାରଙ୍କ ପ୍ରଶାସନିକ ନିୟନ୍ତ୍ରଣାଧୀନ ତଥା ଏହାର ମୁଖ୍ୟାଳୟ ମୁମ୍ବାଇ ଓ ଦିଲ୍ଲୀ, ଚେନ୍ନାଇ, କୋଲକାତା, ହାଇଦ୍ରାବାଦ, ଅହମ୍ମଦାବାଦ ଓ ବାଙ୍ଗାଲୋରରେ ଏହାର ଶାଖା କାର୍ଯ୍ୟାଳୟ ରହିଛି। ପ୍ୟାକେଜିଂ ପ୍ରଯୁକ୍ତି ବିଦ୍ୟାରେ ସମ୍ପୃକ୍ତ ଶିକ୍ଷା ପ୍ରଦାନ କରୁଥିବା ଏକ ସଂସ୍ଥା ପ୍ରତିଷ୍ଠାନ ଅଟେ। — [91, 228, 530, 315]
ministry-of-culture-logo: Ministry of Culture Government of India — [603, 155, 706, 193]
ganjam-note-item: ୩) ସମସ୍ତ ପ୍ରାର୍ଥୀ ଓ ପ୍ରାର୍ଥିନୀଙ୍କୁ ଲିଖିତ ପରୀକ୍ଷା, ଶାରୀରିକ ପରୀକ୍ଷା ଓ ଦକ୍ଷତା ପରୀକ୍ଷାର ଦିନ ସ୍ଥାନ ଓ ସମୟ ଜଣାଇ ଦିଆଯିବ। — [1134, 1221, 1587, 1252]
iip-course-name: ପିଜିଡିପି- ପୋଷ୍ଟ ଗ୍ରାଜୁଏଟ୍ ଡିପ୍ଲୋମା ଇନ୍ ପ୍ୟାକେଜିଂ — [64, 351, 557, 372]
ganjam-section4-title: ସ୍ୱତନ୍ତ୍ର ସୂଚନା :- — [1134, 1168, 1224, 1183]
homeguard-bbsr-ref: ପତ୍ରସଂଖ୍ୟା : ୩୭୨/ଗୃହରକ୍ଷୀ / ତା.୨୨.୦୫.୨୦୨୫ — [717, 712, 1021, 731]
nia-age: ବୟସ: (୦୧.୦୫.୨୦୨୫ ସୁଦ୍ଧା) ସର୍ବନିମ୍ନ ବୟସ: ୨୧ ବର୍ଷ, ସର୍ବାଧିକ ୩୦ ବର୍ଷ ହୋଇଥିବା — [605, 1827, 1042, 1843]
homeguard-bbsr-sign-2: ଭୁବନେଶ୍ୱର ସହରାଞ୍ଚଳ ପୁଲିସ ଜିଲ୍ଲା — [838, 1025, 1048, 1044]
newspaper-brand: ନିଯୁକ୍ତିଖବର — [55, 68, 243, 111]
vacancy-count: ୦୨ — [1467, 570, 1484, 586]
newspaper-name: NIJUKTI KHABAR — [769, 79, 950, 104]
table-cell-subject: Economics, Sociology, Anthropology & Environmental Studies — [79, 1330, 398, 1369]
ganjam-note-item: ୧୩) ପ୍ରାର୍ଥୀ ନିଜ ନିକଟ ସମ୍ପର୍କୀୟ (next of kin) ପାଇଁ ଗୃହରକ୍ଷୀ ନାମାଙ୍କନ ପତ୍ରରେ ଉଲ୍ଲେଖ କରିବେ। — [1134, 1488, 1576, 1519]
ganjam-eligibility-item: ୭) ପ୍ରାର୍ଥୀ ନିଜସ୍ୱ ଠିକଣାରେ ମୋବାଇଲ ନମ୍ବର ଦେବେ ଏବଂ ସେ ନମ୍ବର ସର୍ବଦା ସକ୍ରିୟ ରହିବ। — [1134, 895, 1568, 911]
samagra-title: ସମଗ୍ର ଶିକ୍ଷା, କଳାହାଣ୍ଡି — [719, 1137, 964, 1167]
nsd-post: ଗ୍ରେଡ ବି ବର୍ଗର ଥିଏଟର କଳାକାରଙ୍କ ଶୂନ୍ୟପଦ — [606, 261, 1077, 289]
samagra-shiksha-advertisement — [593, 1128, 1090, 1583]
ganjam-note-item: ୧୨) ମହିଳା ଗୃହରକ୍ଷୀଙ୍କ ପାଇଁ ଖାଲି ପଦବୀରେ ଯୋଗ୍ୟ ମହିଳା ପ୍ରାର୍ଥିନୀ ନ ମିଳିଲେ ପୁରୁଷ ପ୍ରାର୍ଥୀଙ୍କ ଦ୍ୱାରା ପୂରଣ କରାଯିବ (vice versa)। — [1134, 1455, 1583, 1486]
textile-place: ଭୁବନେଶ୍ୱର-୭୫୧୦୦୭ — [208, 1523, 413, 1549]
homeguard-bbsr-advertisement — [593, 618, 1090, 1116]
nia-address: (ଭାରତ ସରକାରଙ୍କ ଉଦ୍ୟୋଗ) ପଞ୍ଜିକୃତ ଏବଂ ମୁଖ୍ୟ କାର୍ଯ୍ୟାଳୟ, ୮୭, ଏମ୍.ଜି.ରୋଡ୍, ଫୋର୍ଟ, ମୁମ୍ବାଇ-୪୦୦୦୦୧, — [605, 1667, 1063, 1679]
table-header-subject: Name of the Subject — [79, 1241, 398, 1263]
vacancy-post: ମୋଚି (Cobbler) - — [1139, 657, 1245, 674]
homeguard-bbsr-body: ଭୁବନେଶ୍ୱର ସହରାଞ୍ଚଳ ପୋଲିସ ଜିଲ୍ଲା ପତ୍ରସଂଖ୍ୟା ୩୧୦/ଗୃହରକ୍ଷୀ ତା.୧୬.୦୫.୨୦୨୫ରିଖ ଅନୁଯାୟୀ ତା.୧୮.୦୫.୨୦୨୫ରିଖ ଦିନ ଖବରକାଗଜରେ ପ୍ରକାଶ ପାଇଥିବା ୨୬୬ ଗୋଟି ଗୃହରକ୍ଷୀ ଖାଲି ପଦବୀର ପୂରଣ ନିମନ୍ତେ ବିଜ୍ଞାପନର ସମସ୍ତ ପ୍ରକାର ସୂଚନା ଯଥା ପରୀକ୍ଷା ସମ୍ବନ୍ଧୀୟ ତାରିଖ, ସମୟ ତଥା ସ୍ଥାନ ଉପରୋକ୍ତ ଆବେଦନ କରିଥିବା ଆଶାୟୀ ପ୍ରାର୍ଥୀମାନଙ୍କୁ ନିକଟସ୍ଥ ପୋଲିସ ଥାନା, ଗୃହରକ୍ଷୀ ବାହିନୀ, ଭୁବନେଶ୍ୱର ସହରାଞ୍ଚଳ ଡାଣ୍ଡିବିହାର ଦୁର୍ଗାପଡ଼ିଙ୍କ କାର୍ଯ୍ୟାଳୟ ସାମାଜିକ ଗଣମାଧ୍ୟମ ଏବଂ ଲିଙ୍କ (https:// bhubaneswarcuttackpolice.gov.in)ରେ ଉପଲବ୍ଧ ହେବ । ସମସ୍ତ ପ୍ରାର୍ଥୀମାନଙ୍କୁ ନିୟମିତ ଭାବରେ ଏହି ଲିଙ୍କରେ ଯାଞ୍ଚ କରିବାକୁ ଅନୁରୋଧ। — [605, 808, 1079, 1003]
iip-contact-ahmedabad: ଅହମ୍ମଦାବାଦ: +୯୧ ୦୭୯ ୨୯୬୦୦୦୦୦; ମୋ: ୯୫୪୪୭୫୫୪୮୨ — [74, 830, 363, 846]
nia-apply-info: ଏହି ବିଜ୍ଞପ୍ତିଟି କେବଳ ସୂଚନା ପାଇଁ । ବିସ୍ତୃତ ବିବରଣୀ ପାଇଁ ଯଥା- ରାଜ୍ୟଭିତ୍ତିକ ଶୂନ୍ୟପଦ, ଅନୁଯାୟୀ ବିଭିନ୍ନ ବର୍ଗରେ ଖାଲିଥିବା ପଦବୀ ଏବଂ ଅନଲାଇନ୍ ଦରଖାସ୍ତ ନିମନ୍ତେ ଆମର ୱେବସାଇଟ୍: http://www.newindia.co.in and https://bfsissc.com "ଇନଫରମେସନ ଆଣ୍ଡ ହେଲ୍ପ ସେକ୍ସନ" ଦେଖନ୍ତୁ। — [605, 1922, 1055, 1990]
iip-advertisement — [62, 144, 559, 895]
college-signature: Principal, Govt. Women's College, Bhawanipatna — [117, 1373, 504, 1392]
vacancy-row — [1136, 552, 1611, 569]
vacancy-post: ଧୋବା (Laundry-man) - — [1139, 587, 1284, 604]
samagra-ref-no: ପତ୍ରାଙ୍କ ୧୫୪୦ — [619, 1168, 735, 1188]
vacancy-row — [1136, 656, 1611, 674]
issue-date-odia: ଭୁବନେଶ୍ୱର ୩୧ ମେ – ୬ ଜୁନ୍ ୨୦୨୫ — [317, 79, 637, 105]
